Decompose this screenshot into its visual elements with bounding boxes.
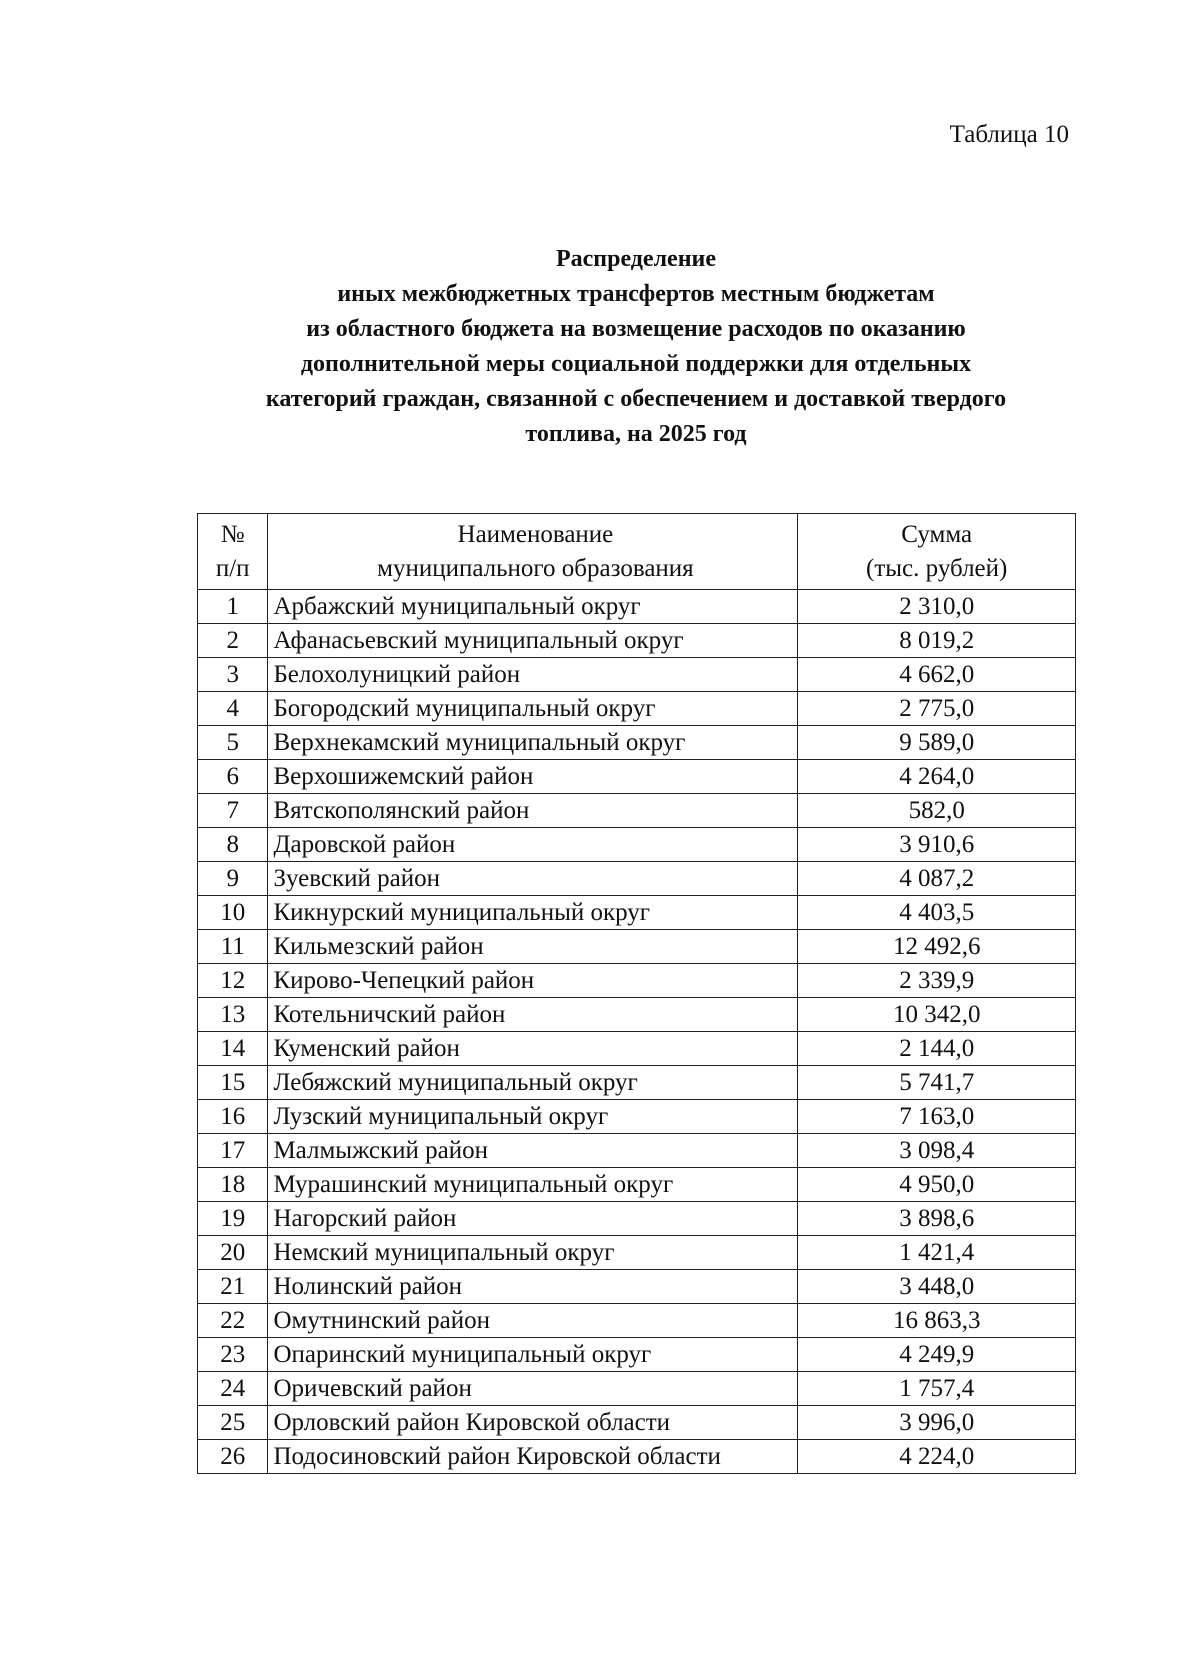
table-number-label: Таблица 10 <box>949 121 1069 148</box>
row-number-cell: 4 <box>198 692 268 726</box>
municipality-name-cell: Куменский район <box>268 1032 798 1066</box>
table-row <box>198 1100 1076 1134</box>
row-number-cell: 20 <box>198 1236 268 1270</box>
header-number <box>198 514 268 590</box>
distribution-table <box>197 513 1076 1474</box>
municipality-name-cell: Омутнинский район <box>268 1304 798 1338</box>
municipality-name-cell: Орловский район Кировской области <box>268 1406 798 1440</box>
amount-cell: 4 662,0 <box>798 658 1076 692</box>
row-number-cell: 16 <box>198 1100 268 1134</box>
municipality-name-cell: Богородский муниципальный округ <box>268 692 798 726</box>
row-number-cell: 18 <box>198 1168 268 1202</box>
row-number-cell: 26 <box>198 1440 268 1474</box>
municipality-name-cell: Зуевский район <box>268 862 798 896</box>
municipality-name-cell: Даровской район <box>268 828 798 862</box>
municipality-name-cell: Котельничский район <box>268 998 798 1032</box>
row-number-cell: 1 <box>198 590 268 624</box>
table-row <box>198 692 1076 726</box>
amount-cell: 4 264,0 <box>798 760 1076 794</box>
title-line: из областного бюджета на возмещение расходов по оказанию <box>306 316 966 342</box>
header-name-line: муниципального образования <box>377 554 694 582</box>
amount-cell: 4 087,2 <box>798 862 1076 896</box>
municipality-name-cell: Кирово-Чепецкий район <box>268 964 798 998</box>
table-row <box>198 1134 1076 1168</box>
amount-cell: 7 163,0 <box>798 1100 1076 1134</box>
row-number-cell: 22 <box>198 1304 268 1338</box>
amount-cell: 2 339,9 <box>798 964 1076 998</box>
row-number-cell: 11 <box>198 930 268 964</box>
table-header-row <box>198 514 1076 590</box>
amount-cell: 12 492,6 <box>798 930 1076 964</box>
table-row <box>198 964 1076 998</box>
municipality-name-cell: Оричевский район <box>268 1372 798 1406</box>
table-row <box>198 930 1076 964</box>
amount-cell: 1 757,4 <box>798 1372 1076 1406</box>
municipality-name-cell: Нолинский район <box>268 1270 798 1304</box>
row-number-cell: 10 <box>198 896 268 930</box>
document-title <box>120 242 1152 452</box>
row-number-cell: 12 <box>198 964 268 998</box>
table-row <box>198 1372 1076 1406</box>
row-number-cell: 6 <box>198 760 268 794</box>
amount-cell: 9 589,0 <box>798 726 1076 760</box>
row-number-cell: 2 <box>198 624 268 658</box>
row-number-cell: 14 <box>198 1032 268 1066</box>
title-line: иных межбюджетных трансфертов местным бюджетам <box>337 281 935 307</box>
municipality-name-cell: Кильмезский район <box>268 930 798 964</box>
table-row <box>198 828 1076 862</box>
row-number-cell: 23 <box>198 1338 268 1372</box>
row-number-cell: 25 <box>198 1406 268 1440</box>
row-number-cell: 21 <box>198 1270 268 1304</box>
header-number-line: № <box>220 520 245 548</box>
municipality-name-cell: Опаринский муниципальный округ <box>268 1338 798 1372</box>
municipality-name-cell: Мурашинский муниципальный округ <box>268 1168 798 1202</box>
amount-cell: 3 898,6 <box>798 1202 1076 1236</box>
table-row <box>198 590 1076 624</box>
amount-cell: 2 144,0 <box>798 1032 1076 1066</box>
municipality-name-cell: Малмыжский район <box>268 1134 798 1168</box>
table-row <box>198 1168 1076 1202</box>
header-name <box>268 514 798 590</box>
municipality-name-cell: Немский муниципальный округ <box>268 1236 798 1270</box>
table-row <box>198 1066 1076 1100</box>
municipality-name-cell: Вятскополянский район <box>268 794 798 828</box>
header-sum-line: Сумма <box>901 520 973 548</box>
amount-cell: 4 224,0 <box>798 1440 1076 1474</box>
title-line: Распределение <box>555 246 717 272</box>
title-line: дополнительной меры социальной поддержки для отдельных <box>300 351 972 377</box>
amount-cell: 10 342,0 <box>798 998 1076 1032</box>
table-row <box>198 1406 1076 1440</box>
municipality-name-cell: Верхнекамский муниципальный округ <box>268 726 798 760</box>
row-number-cell: 13 <box>198 998 268 1032</box>
table-row <box>198 1236 1076 1270</box>
row-number-cell: 7 <box>198 794 268 828</box>
header-sum-line: (тыс. рублей) <box>866 554 1008 582</box>
table-row <box>198 726 1076 760</box>
municipality-name-cell: Кикнурский муниципальный округ <box>268 896 798 930</box>
row-number-cell: 5 <box>198 726 268 760</box>
municipality-name-cell: Нагорский район <box>268 1202 798 1236</box>
amount-cell: 4 950,0 <box>798 1168 1076 1202</box>
row-number-cell: 8 <box>198 828 268 862</box>
table-row <box>198 1440 1076 1474</box>
header-sum <box>798 514 1076 590</box>
table-row <box>198 658 1076 692</box>
table-row <box>198 760 1076 794</box>
table-row <box>198 1304 1076 1338</box>
row-number-cell: 19 <box>198 1202 268 1236</box>
municipality-name-cell: Белохолуницкий район <box>268 658 798 692</box>
row-number-cell: 15 <box>198 1066 268 1100</box>
table-row <box>198 998 1076 1032</box>
amount-cell: 8 019,2 <box>798 624 1076 658</box>
amount-cell: 2 775,0 <box>798 692 1076 726</box>
title-line: топлива, на 2025 год <box>525 421 747 447</box>
table-body <box>198 590 1076 1474</box>
table-row <box>198 896 1076 930</box>
row-number-cell: 17 <box>198 1134 268 1168</box>
table-row <box>198 1202 1076 1236</box>
table-row <box>198 1270 1076 1304</box>
row-number-cell: 9 <box>198 862 268 896</box>
table-row <box>198 794 1076 828</box>
amount-cell: 4 249,9 <box>798 1338 1076 1372</box>
municipality-name-cell: Арбажский муниципальный округ <box>268 590 798 624</box>
municipality-name-cell: Лузский муниципальный округ <box>268 1100 798 1134</box>
table-row <box>198 1032 1076 1066</box>
amount-cell: 2 310,0 <box>798 590 1076 624</box>
municipality-name-cell: Афанасьевский муниципальный округ <box>268 624 798 658</box>
municipality-name-cell: Верхошижемский район <box>268 760 798 794</box>
header-number-line: п/п <box>215 554 250 582</box>
amount-cell: 3 996,0 <box>798 1406 1076 1440</box>
amount-cell: 3 448,0 <box>798 1270 1076 1304</box>
municipality-name-cell: Лебяжский муниципальный округ <box>268 1066 798 1100</box>
amount-cell: 1 421,4 <box>798 1236 1076 1270</box>
amount-cell: 5 741,7 <box>798 1066 1076 1100</box>
amount-cell: 16 863,3 <box>798 1304 1076 1338</box>
amount-cell: 3 098,4 <box>798 1134 1076 1168</box>
header-name-line: Наименование <box>457 520 614 548</box>
row-number-cell: 3 <box>198 658 268 692</box>
amount-cell: 582,0 <box>798 794 1076 828</box>
amount-cell: 4 403,5 <box>798 896 1076 930</box>
table-row <box>198 624 1076 658</box>
municipality-name-cell: Подосиновский район Кировской области <box>268 1440 798 1474</box>
title-line: категорий граждан, связанной с обеспечением и доставкой твердого <box>265 386 1007 412</box>
table-row <box>198 862 1076 896</box>
table-row <box>198 1338 1076 1372</box>
amount-cell: 3 910,6 <box>798 828 1076 862</box>
row-number-cell: 24 <box>198 1372 268 1406</box>
